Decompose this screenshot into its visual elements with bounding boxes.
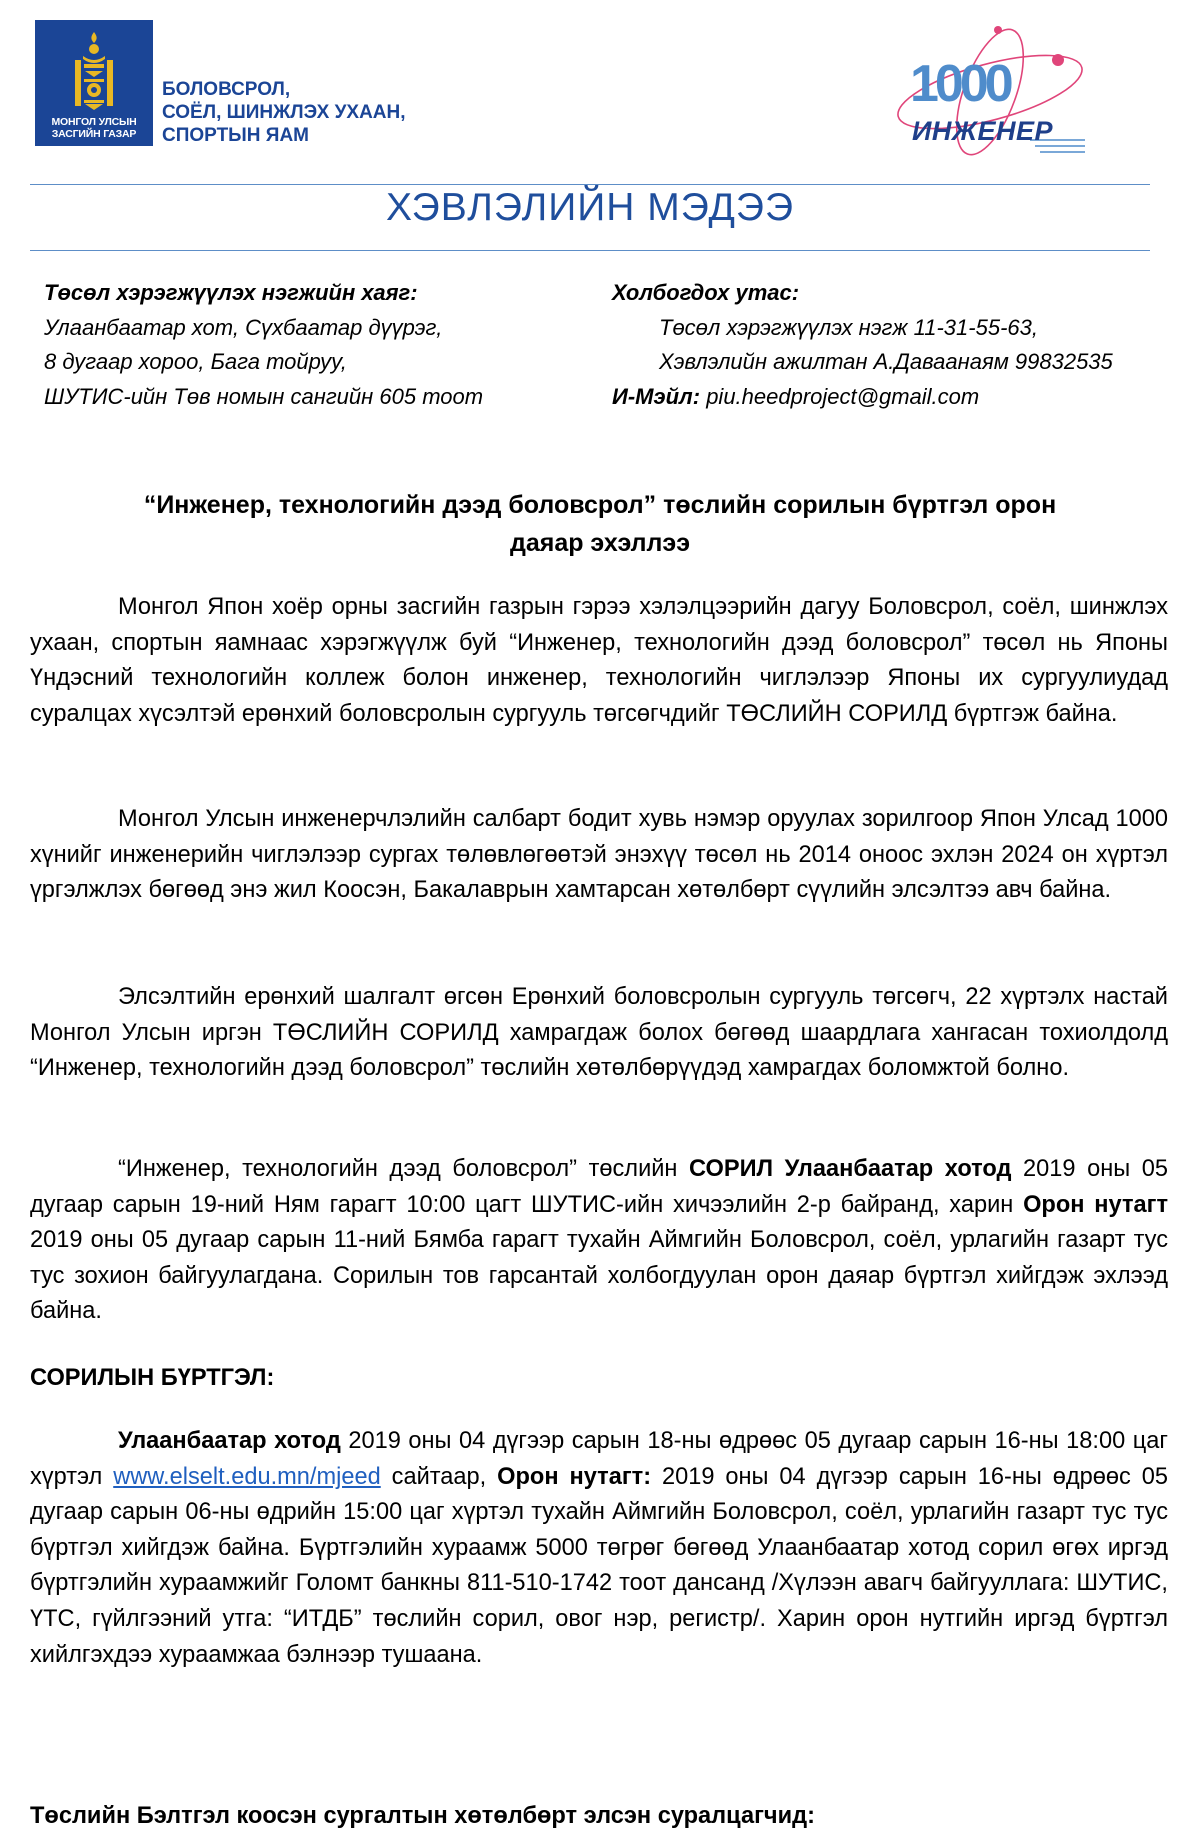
section-heading: СОРИЛЫН БҮРТГЭЛ: — [30, 1365, 275, 1391]
ministry-name-line: СПОРТЫН ЯАМ — [162, 125, 309, 146]
government-label — [35, 116, 153, 140]
paragraph — [30, 980, 1168, 1087]
headline-line: “Инженер, технологийн дээд боловсрол” төслийн сорилын бүртгэл орон — [143, 491, 1057, 519]
soyombo-emblem-icon — [69, 30, 119, 112]
email-value: piu.heedproject@gmail.com — [700, 383, 980, 409]
paragraph — [30, 590, 1168, 732]
paragraph-text — [30, 1152, 1168, 1330]
bold-text: Улаанбаатар хотод — [118, 1428, 341, 1454]
paragraph-text: Монгол Япон хоёр орны засгийн газрын гэрээ хэлэлцээрийн дагуу Боловсрол, соёл, шинжлэх ухаан, спортын яамнаас хэрэгжүүлж буй “Инженер, технологийн дээд боловсрол” төсөл нь Японы Үндэсний технологийн коллеж болон инженер, технологийн чиглэлээр Японы их сургуулиудад суралцах хүсэлтэй ерөнхий боловсролын сургууль төгсөгчдийг ТӨСЛИЙН СОРИЛД бүртгэж байна. — [30, 594, 1168, 727]
email-line — [612, 380, 1200, 415]
paragraph-text: Элсэлтийн ерөнхий шалгалт өгсөн Ерөнхий боловсролын сургууль төгсөгч, 22 хүртэлх настай Монгол Улсын иргэн ТӨСЛИЙН СОРИЛД хамрагдаж болох бөгөөд шаардлага хангасан тохиолдолд “Инженер, технологийн дээд боловсрол” төслийн хөтөлбөрүүдэд хамрагдах боломжтой болно. — [30, 984, 1168, 1082]
phone-block — [612, 276, 1200, 414]
text-span: 2019 оны 04 дүгээр сарын 16-ны өдрөөс 05 дугаар сарын 06-ны өдрийн 15:00 цаг хүртэл тухайн Аймгийн Боловсрол, соёл, урлагийн газарт тус тус бүртгэл хийгдэж байна. Бүртгэлийн хураамж 5000 төгрөг бөгөөд Улаанбаатар хотод сорил өгөх иргэд бүртгэлийн хураамжийг Голомт банкны 811-510-1742 тоот дансанд /Хүлээн авагч байгууллага: ШУТИС, ҮТС, гүйлгээний утга: “ИТДБ” төслийн сорил, овог нэр, регистр/. Харин орон нутгийн иргэд бүртгэл хийлгэхдээ хураамжаа бэлнээр тушаана. — [30, 1463, 1169, 1668]
paragraph — [30, 1152, 1168, 1330]
text-span: 2019 оны 05 дугаар сарын 11-ний Бямба гарагт тухайн Аймгийн Боловсрол, соёл, урлагийн газарт тус тус зохион байгуулагдана. Сорилын тов гарсантай холбогдуулан орон даяар бүртгэл хийгдэж эхлээд байна. — [30, 1227, 1168, 1325]
headline-line: даяар эхэллээ — [509, 529, 691, 557]
government-logo — [35, 20, 153, 146]
government-label-line: ЗАСГИЙН ГАЗАР — [51, 128, 137, 140]
engineer-logo-word: ИНЖЕНЕР — [912, 116, 1053, 146]
bold-text: СОРИЛ Улаанбаатар хотод — [689, 1156, 1012, 1182]
engineer-logo-number: 1000 — [910, 55, 1010, 113]
address-line: Улаанбаатар хот, Сүхбаатар дүүрэг, — [44, 314, 443, 340]
text-span: 2019 оны 05 дугаар сарын 19-ний Ням гарагт 10:00 цагт ШУТИС-ийн хичээлийн 2-р байранд, харин — [30, 1156, 1168, 1218]
press-release-title: ХЭВЛЭЛИЙН МЭДЭЭ — [386, 186, 794, 229]
address-line: 8 дугаар хороо, Бага тойруу, — [44, 349, 347, 374]
text-span: сайтаар, — [380, 1463, 498, 1490]
paragraph — [30, 1424, 1168, 1673]
phone-line: Төсөл хэрэгжүүлэх нэгж 11-31-55-63, — [659, 314, 1038, 340]
address-line: ШУТИС-ийн Төв номын сангийн 605 тоот — [44, 383, 484, 409]
paragraph-text: Монгол Улсын инженерчлэлийн салбарт бодит хувь нэмэр оруулах зорилгоор Япон Улсад 1000 хүнийг инженерийн чиглэлээр сургах төлөвлөгөөтэй энэхүү төсөл нь 2014 оноос эхлэн 2024 он хүртэл үргэлжлэх бөгөөд энэ жил Коосэн, Бакалаврын хамтарсан хөтөлбөрт сүүлийн элсэлтээ авч байна. — [30, 806, 1168, 904]
registration-link[interactable]: www.elselt.edu.mn/mjeed — [113, 1463, 381, 1490]
footer-heading: Төслийн Бэлтгэл коосэн сургалтын хөтөлбөрт элсэн суралцагчид: — [30, 1803, 815, 1829]
text-span: “Инженер, технологийн дээд боловсрол” төслийн — [118, 1156, 690, 1182]
ministry-name-line: СОЁЛ, ШИНЖЛЭХ УХААН, — [162, 102, 406, 123]
phone-line: Хэвлэлийн ажилтан А.Даваанаям 99832535 — [659, 349, 1113, 374]
ministry-name-line: БОЛОВСРОЛ, — [162, 79, 291, 100]
header-divider-bottom — [30, 250, 1150, 251]
article-headline — [60, 486, 1140, 562]
bold-text: Орон нутагт: — [497, 1463, 652, 1490]
paragraph — [30, 802, 1168, 909]
phone-heading: Холбогдох утас: — [612, 280, 800, 305]
address-heading: Төсөл хэрэгжүүлэх нэгжийн хаяг: — [44, 280, 418, 305]
email-label: И-Мэйл: — [612, 383, 701, 409]
bold-text: Орон нутагт — [1023, 1191, 1169, 1218]
paragraph-text — [30, 1424, 1168, 1673]
government-label-line: МОНГОЛ УЛСЫН — [51, 116, 137, 128]
header-divider-top — [30, 184, 1150, 185]
address-block — [44, 276, 604, 414]
ministry-name — [162, 78, 406, 147]
text-span: 2019 оны 04 дүгээр сарын 18-ны өдрөөс 05 дугаар сарын 16-ны 18:00 цаг хүртэл — [30, 1428, 1168, 1490]
